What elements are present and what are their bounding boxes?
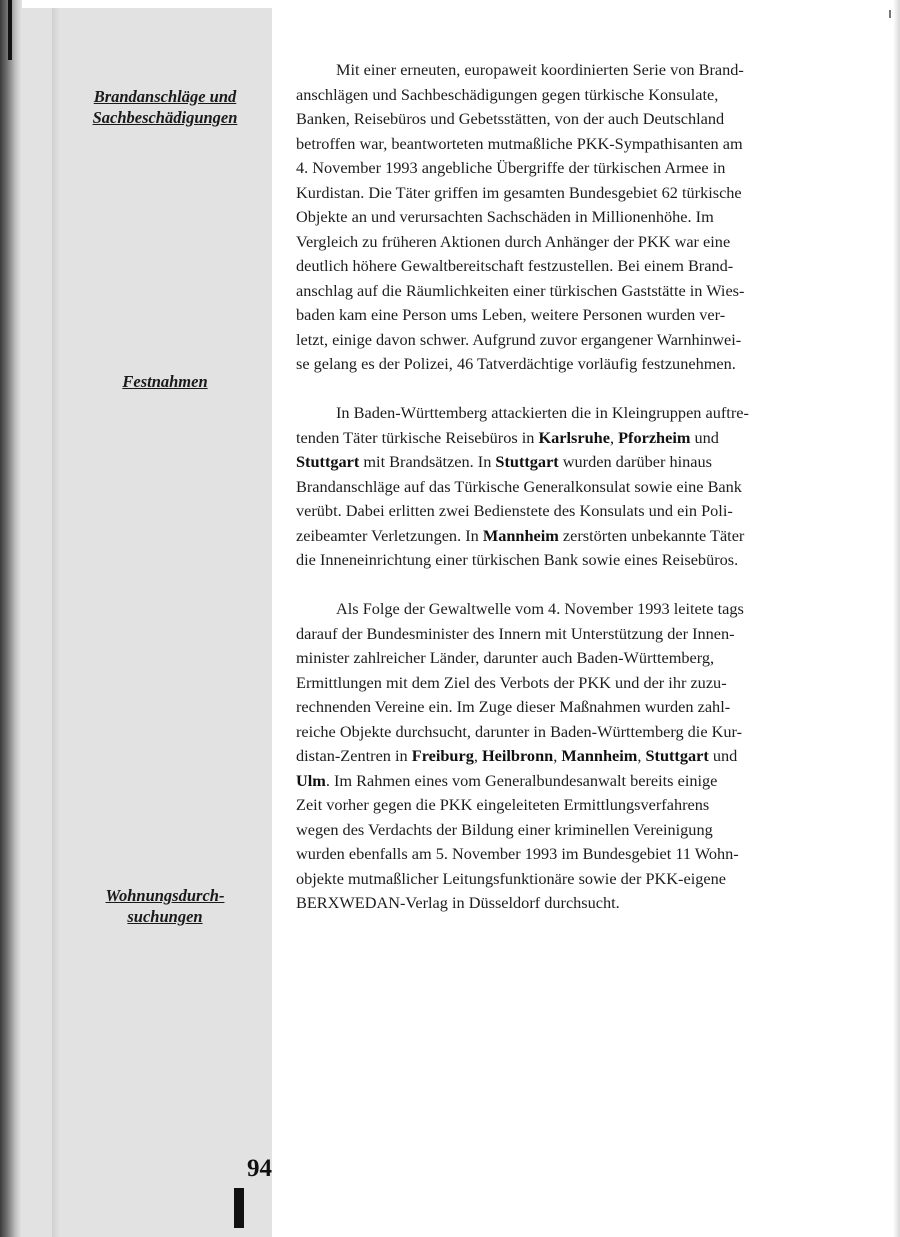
text-line: anschlägen und Sachbeschädigungen gegen türkische Konsulate, <box>296 84 719 104</box>
text-line: Kurdistan. Die Täter griffen im gesamten Bundesgebiet 62 türkische <box>296 182 742 202</box>
text-run: . Im Rahmen eines vom Generalbundesanwalt bereits einige <box>325 770 718 790</box>
page-number: 94 <box>247 1155 272 1182</box>
text-run: wurden darüber hinaus <box>558 452 712 471</box>
text-run: zeibeamter Verletzungen. In <box>296 525 483 545</box>
paragraph-2 <box>296 401 816 573</box>
text-line: se gelang es der Polizei, 46 Tatverdächtige vorläufig festzunehmen. <box>296 354 736 373</box>
text-line: deutlich höhere Gewaltbereitschaft festzustellen. Bei einem Brand- <box>296 256 734 275</box>
text-line: Als Folge der Gewaltwelle vom 4. November 1993 leitete tags <box>336 599 744 618</box>
margin-column <box>22 8 272 1237</box>
text-line: darauf der Bundesminister des Innern mit Unterstützung der Innen- <box>296 623 735 643</box>
text-run: zerstörten unbekannte Täter <box>558 525 745 545</box>
text-run: , <box>609 427 619 447</box>
text-line: baden kam eine Person ums Leben, weitere Personen wurden ver- <box>296 305 726 324</box>
side-heading-line: Brandanschläge und <box>93 87 237 106</box>
paragraph-1 <box>296 58 816 377</box>
text-run: , <box>553 746 562 765</box>
text-line: reiche Objekte durchsucht, darunter in Baden-Württemberg die Kur- <box>296 721 743 741</box>
place-name: Stuttgart <box>495 452 559 471</box>
text-run: , <box>637 746 646 765</box>
text-line: Brandanschläge auf das Türkische Generalkonsulat sowie eine Bank <box>296 476 742 496</box>
text-run: und <box>708 746 738 765</box>
scan-edge-shadow <box>8 0 12 60</box>
margin-column-shade <box>52 8 60 1237</box>
text-line: Mit einer erneuten, europaweit koordinierten Serie von Brand- <box>336 60 744 79</box>
text-run: , <box>473 746 482 765</box>
side-heading-wohnungsdurchsuchungen <box>60 885 270 927</box>
side-heading-line: Wohnungsdurch- <box>105 886 225 905</box>
place-name: Stuttgart <box>296 452 360 471</box>
text-line: Zeit vorher gegen die PKK eingeleiteten Ermittlungsverfahrens <box>296 795 710 814</box>
place-name: Pforzheim <box>618 427 691 447</box>
text-line: Objekte an und verursachten Sachschäden in Millionenhöhe. Im <box>296 207 714 226</box>
side-heading-line: suchungen <box>127 907 203 926</box>
text-line: letzt, einige davon schwer. Aufgrund zuvor ergangener Warnhinwei- <box>296 329 742 349</box>
text-line: wegen des Verdachts der Bildung einer kriminellen Vereinigung <box>296 819 713 839</box>
side-heading-brandanschlaege <box>60 86 270 128</box>
paragraph-3 <box>296 597 816 916</box>
text-run: tenden Täter türkische Reisebüros in <box>296 427 539 447</box>
text-line: Ermittlungen mit dem Ziel des Verbots der PKK und der ihr zuzu- <box>296 672 727 692</box>
text-line: In Baden-Württemberg attackierten die in Kleingruppen auftre- <box>336 403 749 422</box>
place-name: Heilbronn <box>482 746 554 765</box>
text-line: betroffen war, beantworteten mutmaßliche PKK-Sympathisanten am <box>296 133 743 153</box>
text-line: BERXWEDAN-Verlag in Düsseldorf durchsucht. <box>296 893 620 912</box>
text-line: verübt. Dabei erlitten zwei Bedienstete des Konsulats und ein Poli- <box>296 501 733 520</box>
place-name: Freiburg <box>411 746 474 765</box>
place-name: Stuttgart <box>645 746 709 765</box>
place-name: Mannheim <box>482 525 559 545</box>
text-line: 4. November 1993 angebliche Übergriffe der türkischen Armee in <box>296 158 726 177</box>
page-marker <box>234 1188 244 1228</box>
text-line: anschlag auf die Räumlichkeiten einer türkischen Gaststätte in Wies- <box>296 280 745 300</box>
place-name: Mannheim <box>561 746 638 765</box>
text-run: distan-Zentren in <box>296 746 412 765</box>
text-line: wurden ebenfalls am 5. November 1993 im Bundesgebiet 11 Wohn- <box>296 844 739 863</box>
text-line: rechnenden Vereine ein. Im Zuge dieser Maßnahmen wurden zahl- <box>296 697 731 716</box>
place-name: Ulm <box>296 770 326 790</box>
place-name: Karlsruhe <box>538 427 610 447</box>
text-run: mit Brandsätzen. In <box>359 452 496 471</box>
body-text <box>296 58 816 940</box>
text-line: Banken, Reisebüros und Gebetsstätten, von der auch Deutschland <box>296 109 725 128</box>
side-heading-festnahmen: Festnahmen <box>122 372 208 391</box>
scan-mark <box>889 10 891 18</box>
text-line: Vergleich zu früheren Aktionen durch Anhänger der PKK war eine <box>296 231 731 251</box>
text-run: und <box>690 427 719 447</box>
text-line: die Inneneinrichtung einer türkischen Bank sowie eines Reisebüros. <box>296 550 739 569</box>
text-line: objekte mutmaßlicher Leitungsfunktionäre sowie der PKK-eigene <box>296 868 726 888</box>
scan-edge-right <box>893 0 900 1237</box>
text-line: minister zahlreicher Länder, darunter auch Baden-Württemberg, <box>296 648 715 667</box>
scan-edge-left <box>0 0 22 1237</box>
side-heading-line: Sachbeschädigungen <box>92 108 238 127</box>
